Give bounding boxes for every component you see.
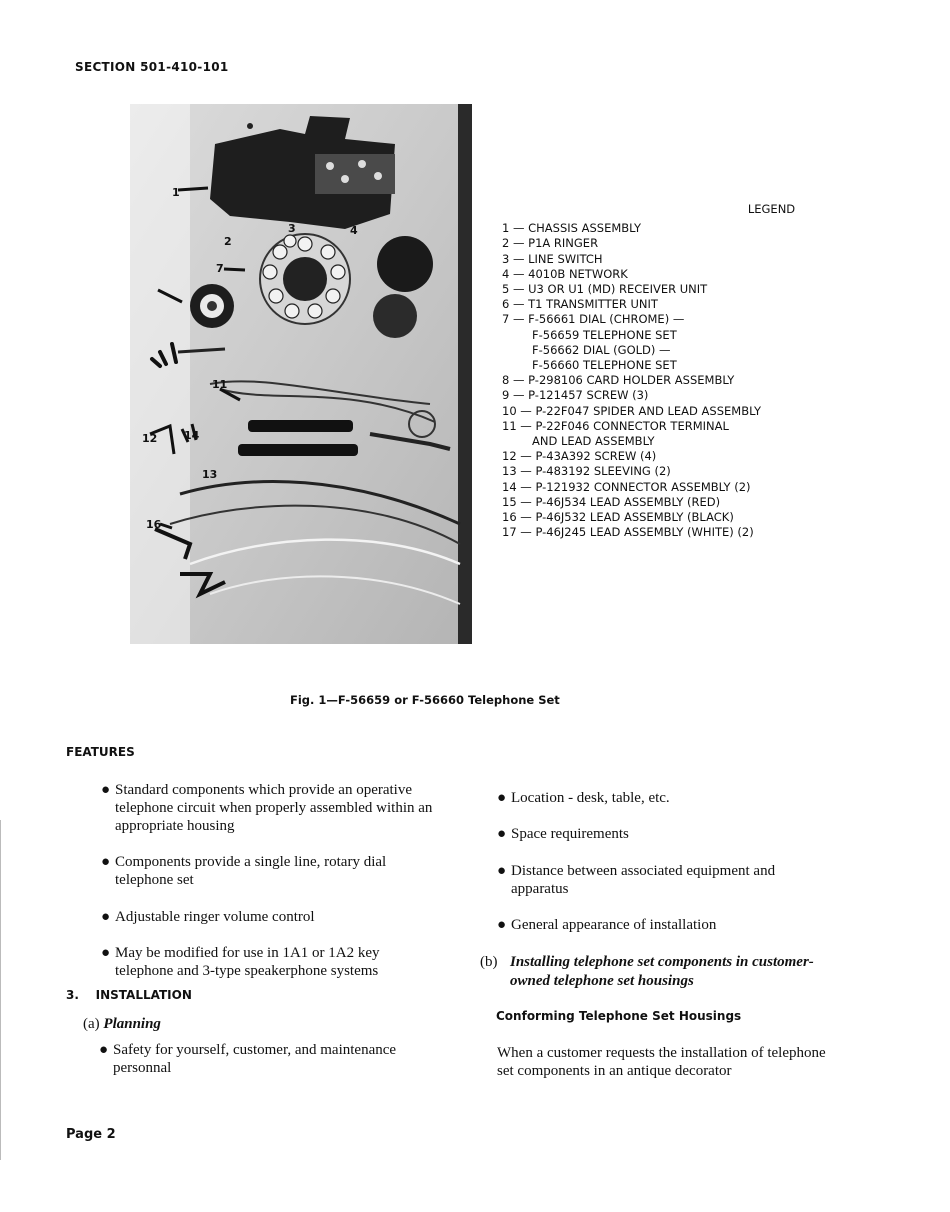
- features-heading: FEATURES: [66, 745, 135, 759]
- right-bullet-2: ● Space requirements: [497, 826, 629, 842]
- subsection-b-title: Installing telephone set components in customer-owned telephone set housings: [510, 954, 814, 989]
- legend-item-continuation: F-56659 TELEPHONE SET: [532, 327, 677, 342]
- callout-14: 14: [184, 429, 200, 442]
- callout-13: 13: [202, 468, 218, 481]
- legend-item: 1 — CHASSIS ASSEMBLY: [502, 221, 642, 236]
- callout-16: 16: [146, 518, 162, 531]
- callout-3: 3: [288, 222, 296, 235]
- legend-item: 12 — P-43A392 SCREW (4): [502, 449, 657, 464]
- planning-heading: (a) Planning: [83, 1016, 161, 1032]
- callout-4: 4: [350, 224, 358, 237]
- legend-item: 14 — P-121932 CONNECTOR ASSEMBLY (2): [502, 479, 751, 494]
- legend-item-continuation: AND LEAD ASSEMBLY: [532, 434, 655, 449]
- right-bullet-4: ● General appearance of installation: [497, 917, 717, 933]
- margin-rule: [0, 820, 1, 1160]
- section-header: SECTION 501-410-101: [75, 60, 229, 74]
- callout-1: 1: [172, 186, 180, 199]
- legend-list: [502, 221, 761, 540]
- legend-item: 8 — P-298106 CARD HOLDER ASSEMBLY: [502, 373, 735, 388]
- figure-legend: [502, 202, 796, 540]
- legend-item: 9 — P-121457 SCREW (3): [502, 388, 649, 403]
- legend-item: 16 — P-46J532 LEAD ASSEMBLY (BLACK): [502, 510, 734, 525]
- legend-item: 2 — P1A RINGER: [502, 236, 599, 251]
- right-bullet-3: ● Distance between associated equipment and apparatus: [497, 863, 776, 897]
- installation-heading: 3. INSTALLATION: [66, 988, 192, 1002]
- legend-item-continuation: F-56662 DIAL (GOLD) —: [532, 342, 671, 357]
- legend-item: 3 — LINE SWITCH: [502, 251, 603, 266]
- planning-bullet-1: ● Safety for yourself, customer, and maintenance personnal: [99, 1042, 397, 1076]
- components-photo: [130, 104, 472, 644]
- body-paragraph: When a customer requests the installation of telephone set components in an antique decorator: [497, 1045, 826, 1079]
- legend-item: 17 — P-46J245 LEAD ASSEMBLY (WHITE) (2): [502, 525, 754, 540]
- legend-item: 6 — T1 TRANSMITTER UNIT: [502, 297, 658, 312]
- legend-item: 15 — P-46J534 LEAD ASSEMBLY (RED): [502, 494, 721, 509]
- feature-bullet-2: ● Components provide a single line, rotary dial telephone set: [101, 854, 387, 888]
- page-number: Page 2: [66, 1127, 116, 1142]
- conforming-heading: Conforming Telephone Set Housings: [496, 1009, 742, 1023]
- legend-item: 13 — P-483192 SLEEVING (2): [502, 464, 671, 479]
- subsection-b-label: (b): [480, 954, 498, 970]
- callout-2: 2: [224, 235, 232, 248]
- legend-item: 5 — U3 OR U1 (MD) RECEIVER UNIT: [502, 282, 708, 297]
- legend-item-continuation: F-56660 TELEPHONE SET: [532, 358, 677, 373]
- feature-bullet-4: ● May be modified for use in 1A1 or 1A2 key telephone and 3-type speakerphone systems: [101, 945, 380, 979]
- legend-item: 11 — P-22F046 CONNECTOR TERMINAL: [502, 418, 729, 433]
- legend-item: 7 — F-56661 DIAL (CHROME) —: [502, 312, 685, 327]
- callout-11: 11: [212, 378, 228, 391]
- legend-title: LEGEND: [747, 202, 796, 216]
- callout-12: 12: [142, 432, 158, 445]
- feature-bullet-3: ● Adjustable ringer volume control: [101, 909, 315, 925]
- feature-bullet-1: ● Standard components which provide an operative telephone circuit when properly assembled within an appropriate housing: [101, 782, 433, 834]
- figure-caption: Fig. 1—F-56659 or F-56660 Telephone Set: [290, 693, 560, 707]
- legend-item: 10 — P-22F047 SPIDER AND LEAD ASSEMBLY: [502, 403, 762, 418]
- callout-7: 7: [216, 262, 224, 275]
- legend-item: 4 — 4010B NETWORK: [502, 266, 628, 281]
- right-bullet-1: ● Location - desk, table, etc.: [497, 790, 670, 806]
